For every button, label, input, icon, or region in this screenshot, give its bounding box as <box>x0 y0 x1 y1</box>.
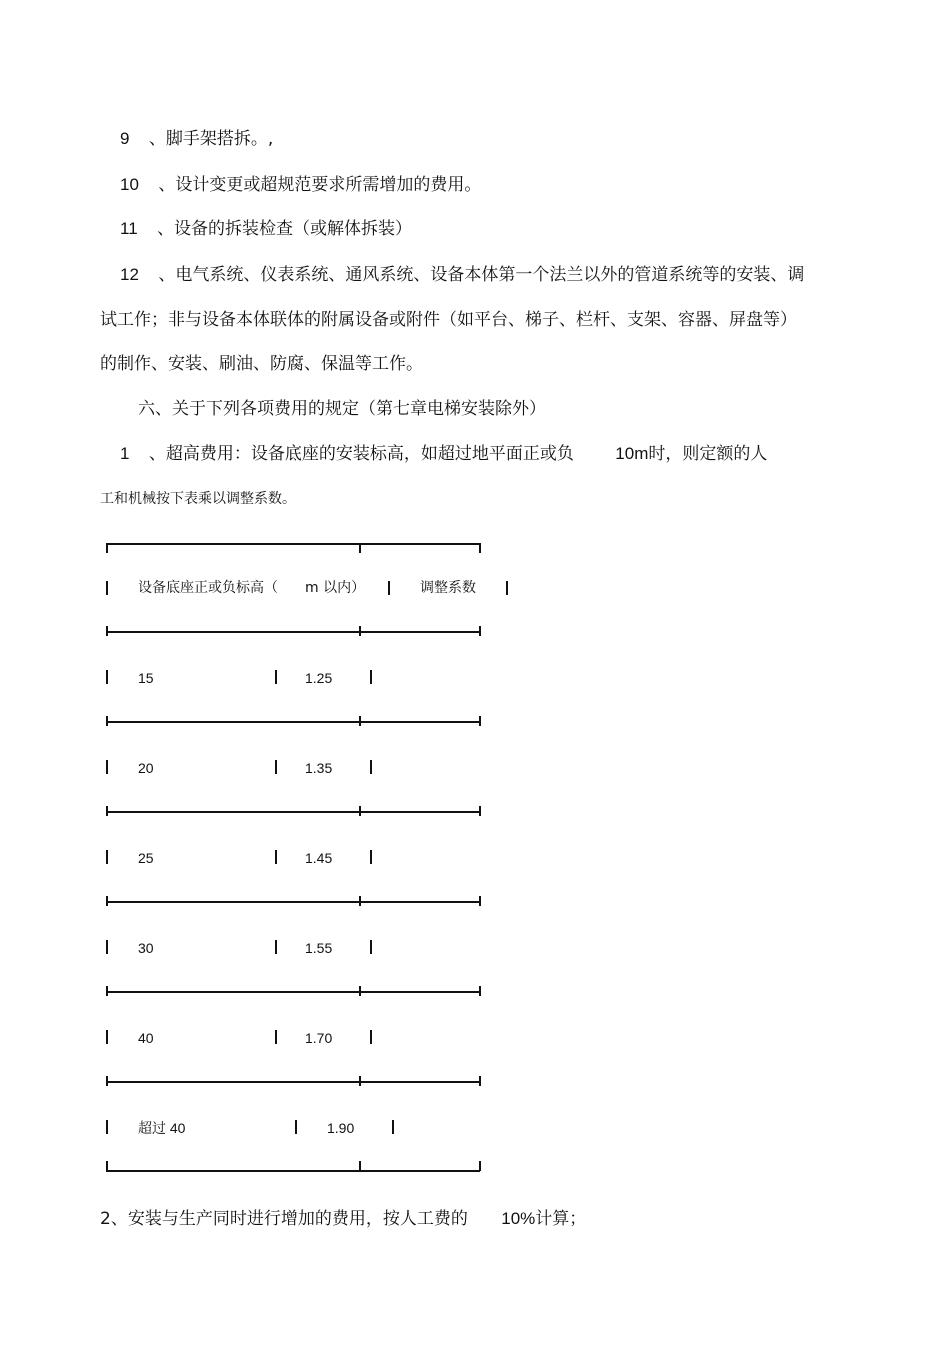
table-bar <box>106 670 108 684</box>
table-bar <box>275 850 277 864</box>
table-separator <box>106 991 480 993</box>
table-tick <box>359 986 361 996</box>
item-number: 10 <box>120 175 139 194</box>
table-border-top <box>106 543 480 545</box>
item-text: 、脚手架搭拆。, <box>148 129 274 149</box>
table-cell-height: 15 <box>138 670 154 686</box>
item-number: 9 <box>120 129 130 148</box>
item-number: 12 <box>120 265 139 284</box>
item-text: 、电气系统、仪表系统、通风系统、设备本体第一个法兰以外的管道系统等的安装、调 <box>158 265 805 285</box>
table-tick <box>359 896 361 906</box>
table-bar <box>106 581 108 595</box>
table-bar <box>370 670 372 684</box>
table-tick <box>479 1076 481 1086</box>
table-cell-height: 20 <box>138 760 154 776</box>
table-bar <box>275 1030 277 1044</box>
table-separator <box>106 1081 480 1083</box>
table-bar <box>275 940 277 954</box>
rule-1-continuation: 工和机械按下表乘以调整系数。 <box>100 491 296 507</box>
table-bar <box>106 1120 108 1134</box>
table-cell-coefficient: 1.70 <box>305 1030 333 1046</box>
table-header-coefficient: 调整系数 <box>420 580 476 596</box>
item-11 <box>120 218 412 240</box>
table-separator <box>106 811 480 813</box>
item-12-continuation-2: 的制作、安装、刷油、防腐、保温等工作。 <box>100 354 423 374</box>
table-cell-height: 30 <box>138 940 154 956</box>
table-cell-height: 40 <box>138 1030 154 1046</box>
table-separator <box>106 721 480 723</box>
table-bar <box>370 1030 372 1044</box>
rule-2 <box>100 1208 586 1230</box>
rule-value: 10% <box>501 1209 536 1228</box>
table-cell-coefficient: 1.45 <box>305 850 333 866</box>
table-header-height: 设备底座正或负标高（ <box>138 580 278 596</box>
rule-number: 1 <box>120 444 130 463</box>
table-tick <box>479 626 481 636</box>
table-tick <box>106 896 108 906</box>
table-bar <box>506 581 508 595</box>
table-tick <box>479 806 481 816</box>
table-tick <box>359 806 361 816</box>
table-tick <box>106 716 108 726</box>
table-bar <box>275 670 277 684</box>
table-cell-height: 25 <box>138 850 154 866</box>
table-tick <box>106 1161 108 1171</box>
table-tick <box>106 986 108 996</box>
table-tick <box>359 1076 361 1086</box>
table-bar <box>106 760 108 774</box>
table-tick <box>479 896 481 906</box>
table-cell-height: 超过 40 <box>138 1120 186 1136</box>
table-bar <box>106 1030 108 1044</box>
table-cell-coefficient: 1.35 <box>305 760 333 776</box>
table-tick <box>106 626 108 636</box>
table-bar <box>370 940 372 954</box>
table-tick <box>479 986 481 996</box>
item-text: 、设备的拆装检查（或解体拆装） <box>157 219 413 239</box>
rule-text: 2、安装与生产同时进行增加的费用，按人工费的 <box>100 1209 468 1229</box>
table-header-unit: m 以内） <box>305 580 366 596</box>
section-heading: 六、关于下列各项费用的规定（第七章电梯安装除外） <box>138 399 546 419</box>
table-bar <box>370 850 372 864</box>
rule-text: 、超高费用：设备底座的安装标高，如超过地平面正或负 <box>148 444 574 464</box>
table-tick <box>479 716 481 726</box>
table-tick <box>106 806 108 816</box>
table-tick <box>359 626 361 636</box>
table-tick <box>479 543 481 553</box>
table-bar <box>275 760 277 774</box>
rule-text-tail: 时，则定额的人 <box>648 444 768 464</box>
item-12 <box>120 264 804 286</box>
rule-1 <box>120 443 767 465</box>
table-separator <box>106 901 480 903</box>
item-number: 11 <box>120 219 138 238</box>
table-tick <box>106 1076 108 1086</box>
table-tick <box>359 543 361 553</box>
rule-value: 10m <box>615 444 649 463</box>
rule-text-tail: 计算； <box>535 1209 587 1229</box>
table-cell-coefficient: 1.90 <box>327 1120 355 1136</box>
table-bar <box>295 1120 297 1134</box>
table-border-bottom <box>106 1170 480 1172</box>
item-10 <box>120 174 481 196</box>
table-tick <box>359 716 361 726</box>
table-separator <box>106 631 480 633</box>
table-cell-coefficient: 1.25 <box>305 670 333 686</box>
table-tick <box>479 1161 481 1171</box>
table-cell-coefficient: 1.55 <box>305 940 333 956</box>
item-12-continuation-1: 试工作；非与设备本体联体的附属设备或附件（如平台、梯子、栏杆、支架、容器、屏盘等） <box>100 310 797 330</box>
table-tick <box>106 543 108 553</box>
table-bar <box>388 581 390 595</box>
item-9 <box>120 128 273 150</box>
table-bar <box>392 1120 394 1134</box>
table-bar <box>106 940 108 954</box>
table-tick <box>359 1161 361 1171</box>
table-bar <box>370 760 372 774</box>
table-bar <box>106 850 108 864</box>
item-text: 、设计变更或超规范要求所需增加的费用。 <box>158 175 482 195</box>
